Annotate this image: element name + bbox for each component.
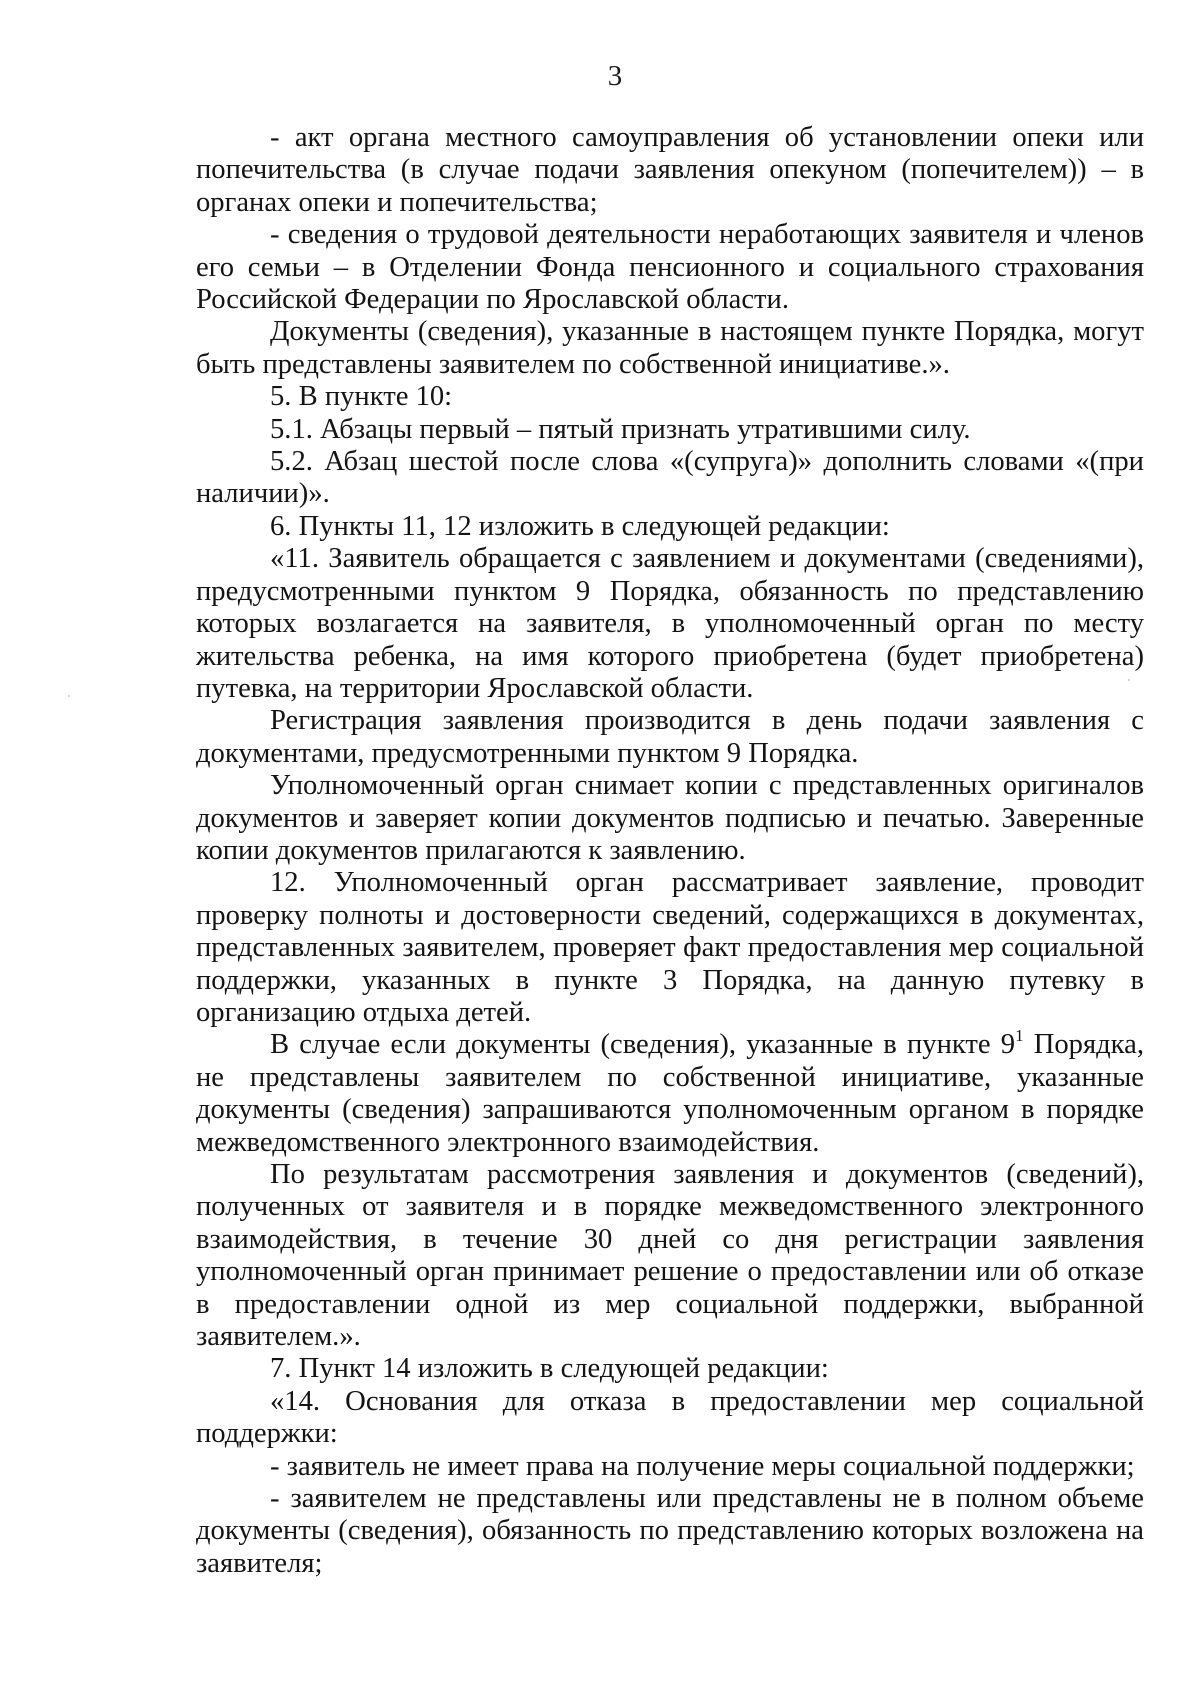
paragraph-interagency-text-after: Порядка, не представлены заявителем по собственной инициативе, указанные документы (сведения) запрашиваются уполномоченным органом в порядке межведомственного электронного взаимодействия.: [196, 1029, 1144, 1158]
paragraph-clause-11: «11. Заявитель обращается с заявлением и документами (сведениями), предусмотренными пунктом 9 Порядка, обязанность по представлению которых возлагается на заявителя, в уполномоченный орган по месту жительства ребенка, на имя которого приобретена (будет приобретена) путевка, на территории Ярославской области.: [196, 543, 1144, 704]
paragraph-missing-docs: - заявителем не представлены или представлены не в полном объеме документы (сведения), обязанность по представлению которых возложена на заявителя;: [196, 1483, 1144, 1579]
page-number: 3: [607, 60, 623, 92]
scan-speck: [68, 695, 70, 697]
paragraph-no-right: - заявитель не имеет права на получение меры социальной поддержки;: [270, 1450, 1135, 1482]
paragraph-item-7: 7. Пункт 14 изложить в следующей редакции:: [270, 1353, 829, 1385]
paragraph-decision: По результатам рассмотрения заявления и документов (сведений), полученных от заявителя и в порядке межведомственного электронного взаимодействия, в течение 30 дней со дня регистрации заявления уполномоченный орган принимает решение о предоставлении или об отказе в предоставлении одной из мер социальной поддержки, выбранной заявителем.».: [196, 1159, 1144, 1353]
paragraph-guardianship-act: - акт органа местного самоуправления об установлении опеки или попечительства (в случае подачи заявления опекуном (попечителем)) – в органах опеки и попечительства;: [196, 122, 1144, 218]
superscript-marker: 1: [1015, 1025, 1024, 1045]
paragraph-copies: Уполномоченный орган снимает копии с представленных оригиналов документов и заверяет копии документов подписью и печатью. Заверенные копии документов прилагаются к заявлению.: [196, 770, 1144, 866]
paragraph-item-5: 5. В пункте 10:: [270, 381, 453, 413]
paragraph-registration: Регистрация заявления производится в день подачи заявления с документами, предусмотренными пунктом 9 Порядка.: [196, 705, 1144, 769]
paragraph-interagency-text-before: В случае если документы (сведения), указанные в пункте 9: [270, 1029, 1016, 1061]
document-body: [196, 122, 1144, 1580]
paragraph-item-5-2: 5.2. Абзац шестой после слова «(супруга)» дополнить словами «(при наличии)».: [196, 446, 1144, 510]
paragraph-own-initiative: Документы (сведения), указанные в настоящем пункте Порядка, могут быть представлены заявителем по собственной инициативе.».: [196, 316, 1144, 380]
paragraph-item-5-1: 5.1. Абзацы первый – пятый признать утратившими силу.: [270, 413, 971, 445]
paragraph-interagency-request: [196, 1025, 1144, 1159]
paragraph-labor-info: - сведения о трудовой деятельности неработающих заявителя и членов его семьи – в Отделении Фонда пенсионного и социального страхования Российской Федерации по Ярославской области.: [196, 219, 1144, 316]
scan-speck: [1128, 679, 1130, 681]
paragraph-clause-12: 12. Уполномоченный орган рассматривает заявление, проводит проверку полноты и достоверности сведений, содержащихся в документах, представленных заявителем, проверяет факт предоставления мер социальной поддержки, указанных в пункте 3 Порядка, на данную путевку в организацию отдыха детей.: [196, 867, 1144, 1028]
paragraph-clause-14: «14. Основания для отказа в предоставлении мер социальной поддержки:: [196, 1385, 1144, 1450]
paragraph-item-6: 6. Пункты 11, 12 изложить в следующей редакции:: [270, 510, 890, 542]
